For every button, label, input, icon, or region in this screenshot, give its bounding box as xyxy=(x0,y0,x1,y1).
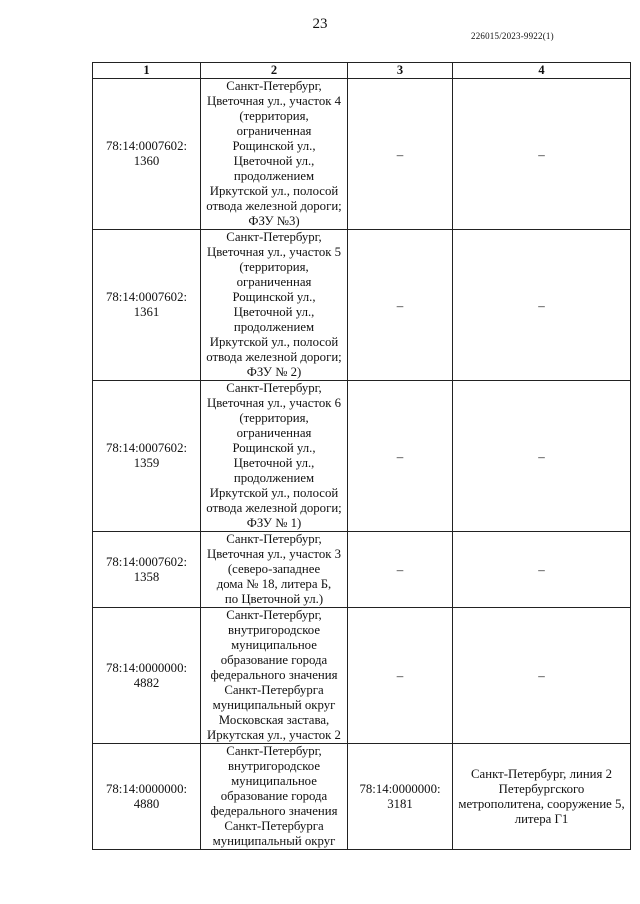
address-line: дома № 18, литера Б, xyxy=(216,577,332,591)
address-line: Рощинской ул., xyxy=(232,290,316,304)
linked-address-cell xyxy=(453,79,631,230)
table-row xyxy=(93,381,631,532)
address-line: Санкт-Петербурга xyxy=(224,683,324,697)
address-line: отвода железной дороги; xyxy=(206,350,342,364)
address-line: Цветочной ул., xyxy=(233,154,315,168)
address-line: внутригородское xyxy=(227,623,321,637)
cadastral-number-line: 78:14:0007602: xyxy=(105,441,188,455)
address-cell xyxy=(201,532,348,608)
linked-cadastral-line: – xyxy=(396,562,404,577)
cadastral-number-line: 78:14:0007602: xyxy=(105,290,188,304)
table-body xyxy=(93,79,631,850)
linked-address-line: – xyxy=(538,668,545,683)
address-line: Санкт-Петербурга xyxy=(224,819,324,833)
address-line: ограниченная xyxy=(236,275,312,289)
address-line: Рощинской ул., xyxy=(232,139,316,153)
column-header-1: 1 xyxy=(93,63,201,79)
address-line: Цветочной ул., xyxy=(233,305,315,319)
address-cell xyxy=(201,744,348,850)
linked-cadastral-cell xyxy=(348,79,453,230)
cadastral-number-line: 1361 xyxy=(133,305,160,319)
table-header-row xyxy=(93,63,631,79)
linked-address-line: Петербургского xyxy=(498,781,585,796)
address-line: Цветочная ул., участок 5 xyxy=(206,245,342,259)
linked-address-cell xyxy=(453,744,631,850)
address-line: Цветочная ул., участок 6 xyxy=(206,396,342,410)
cadastral-table xyxy=(92,62,631,850)
column-header-2: 2 xyxy=(201,63,348,79)
cadastral-number-cell xyxy=(93,79,201,230)
linked-address-cell xyxy=(453,608,631,744)
address-line: отвода железной дороги; xyxy=(206,199,342,213)
linked-cadastral-line: – xyxy=(396,146,404,162)
cadastral-number-line: 1360 xyxy=(133,154,160,168)
linked-cadastral-line: 3181 xyxy=(387,796,413,811)
linked-address-line: – xyxy=(538,562,545,577)
address-line: Иркутской ул., полосой xyxy=(209,486,339,500)
cadastral-number-line: 1359 xyxy=(133,456,160,470)
cadastral-number-line: 78:14:0000000: xyxy=(105,660,188,675)
address-line: муниципальный округ xyxy=(212,698,336,712)
address-line: муниципальное xyxy=(231,638,317,652)
address-line: Санкт-Петербург, xyxy=(226,230,322,244)
address-line: Санкт-Петербург, xyxy=(226,79,322,93)
address-line: продолжением xyxy=(233,471,315,485)
address-line: образование города xyxy=(220,789,328,803)
linked-cadastral-line: 78:14:0000000: xyxy=(359,781,441,796)
address-line: Санкт-Петербург, xyxy=(226,532,322,546)
address-line: муниципальный округ xyxy=(212,834,336,848)
column-header-4: 4 xyxy=(453,63,631,79)
cadastral-number-line: 78:14:0000000: xyxy=(105,781,188,796)
linked-address-line: – xyxy=(538,146,545,162)
cadastral-number-line: 4882 xyxy=(133,675,160,690)
address-line: продолжением xyxy=(233,169,315,183)
table-row xyxy=(93,532,631,608)
address-line: Иркутской ул., полосой xyxy=(209,335,339,349)
address-line: Цветочной ул., xyxy=(233,456,315,470)
address-line: Санкт-Петербург, xyxy=(226,381,322,395)
address-line: Московская застава, xyxy=(218,713,330,727)
column-header-3: 3 xyxy=(348,63,453,79)
table-row xyxy=(93,744,631,850)
address-line: Иркутской ул., полосой xyxy=(209,184,339,198)
linked-cadastral-cell xyxy=(348,744,453,850)
address-line: ФЗУ № 2) xyxy=(246,365,302,379)
address-cell xyxy=(201,381,348,532)
address-line: федерального значения xyxy=(210,668,338,682)
address-line: ограниченная xyxy=(236,426,312,440)
linked-address-line: – xyxy=(538,448,545,464)
address-cell xyxy=(201,79,348,230)
linked-cadastral-cell xyxy=(348,230,453,381)
cadastral-number-line: 1358 xyxy=(133,569,160,584)
linked-address-line: литера Г1 xyxy=(514,811,569,826)
address-line: продолжением xyxy=(233,320,315,334)
address-line: ФЗУ № 1) xyxy=(246,516,302,530)
table-row xyxy=(93,230,631,381)
address-line: муниципальное xyxy=(231,774,317,788)
address-line: ограниченная xyxy=(236,124,312,138)
address-line: образование города xyxy=(220,653,328,667)
linked-cadastral-cell xyxy=(348,381,453,532)
table-row xyxy=(93,608,631,744)
linked-address-cell xyxy=(453,532,631,608)
address-line: (территория, xyxy=(239,260,309,274)
cadastral-number-cell xyxy=(93,532,201,608)
address-line: Иркутская ул., участок 2 xyxy=(207,728,341,742)
cadastral-number-cell xyxy=(93,230,201,381)
address-cell xyxy=(201,608,348,744)
address-line: федерального значения xyxy=(210,804,338,818)
cadastral-number-cell xyxy=(93,608,201,744)
linked-cadastral-cell xyxy=(348,532,453,608)
linked-cadastral-line: – xyxy=(396,448,404,464)
address-line: по Цветочной ул.) xyxy=(224,592,324,606)
linked-address-cell xyxy=(453,230,631,381)
address-line: отвода железной дороги; xyxy=(206,501,342,515)
cadastral-number-cell xyxy=(93,381,201,532)
address-cell xyxy=(201,230,348,381)
address-line: (северо-западнее xyxy=(227,562,321,576)
address-line: (территория, xyxy=(239,411,309,425)
cadastral-number-line: 78:14:0007602: xyxy=(105,554,188,569)
linked-address-line: метрополитена, сооружение 5, xyxy=(458,796,625,811)
address-line: Цветочная ул., участок 4 xyxy=(206,94,342,108)
cadastral-number-line: 78:14:0007602: xyxy=(105,139,188,153)
table-row xyxy=(93,79,631,230)
cadastral-number-line: 4880 xyxy=(133,796,160,811)
address-line: Цветочная ул., участок 3 xyxy=(206,547,342,561)
linked-cadastral-line: – xyxy=(396,297,404,313)
linked-address-cell xyxy=(453,381,631,532)
address-line: (территория, xyxy=(239,109,309,123)
address-line: Санкт-Петербург, xyxy=(226,744,322,758)
address-line: Рощинской ул., xyxy=(232,441,316,455)
linked-address-line: Санкт-Петербург, линия 2 xyxy=(471,766,612,781)
linked-cadastral-line: – xyxy=(396,668,404,683)
address-line: ФЗУ №3) xyxy=(248,214,300,228)
linked-address-line: – xyxy=(538,297,545,313)
address-line: внутригородское xyxy=(227,759,321,773)
cadastral-number-cell xyxy=(93,744,201,850)
document-code: 226015/2023-9922(1) xyxy=(471,31,554,41)
address-line: Санкт-Петербург, xyxy=(226,608,322,622)
linked-cadastral-cell xyxy=(348,608,453,744)
page-number: 23 xyxy=(312,16,328,32)
